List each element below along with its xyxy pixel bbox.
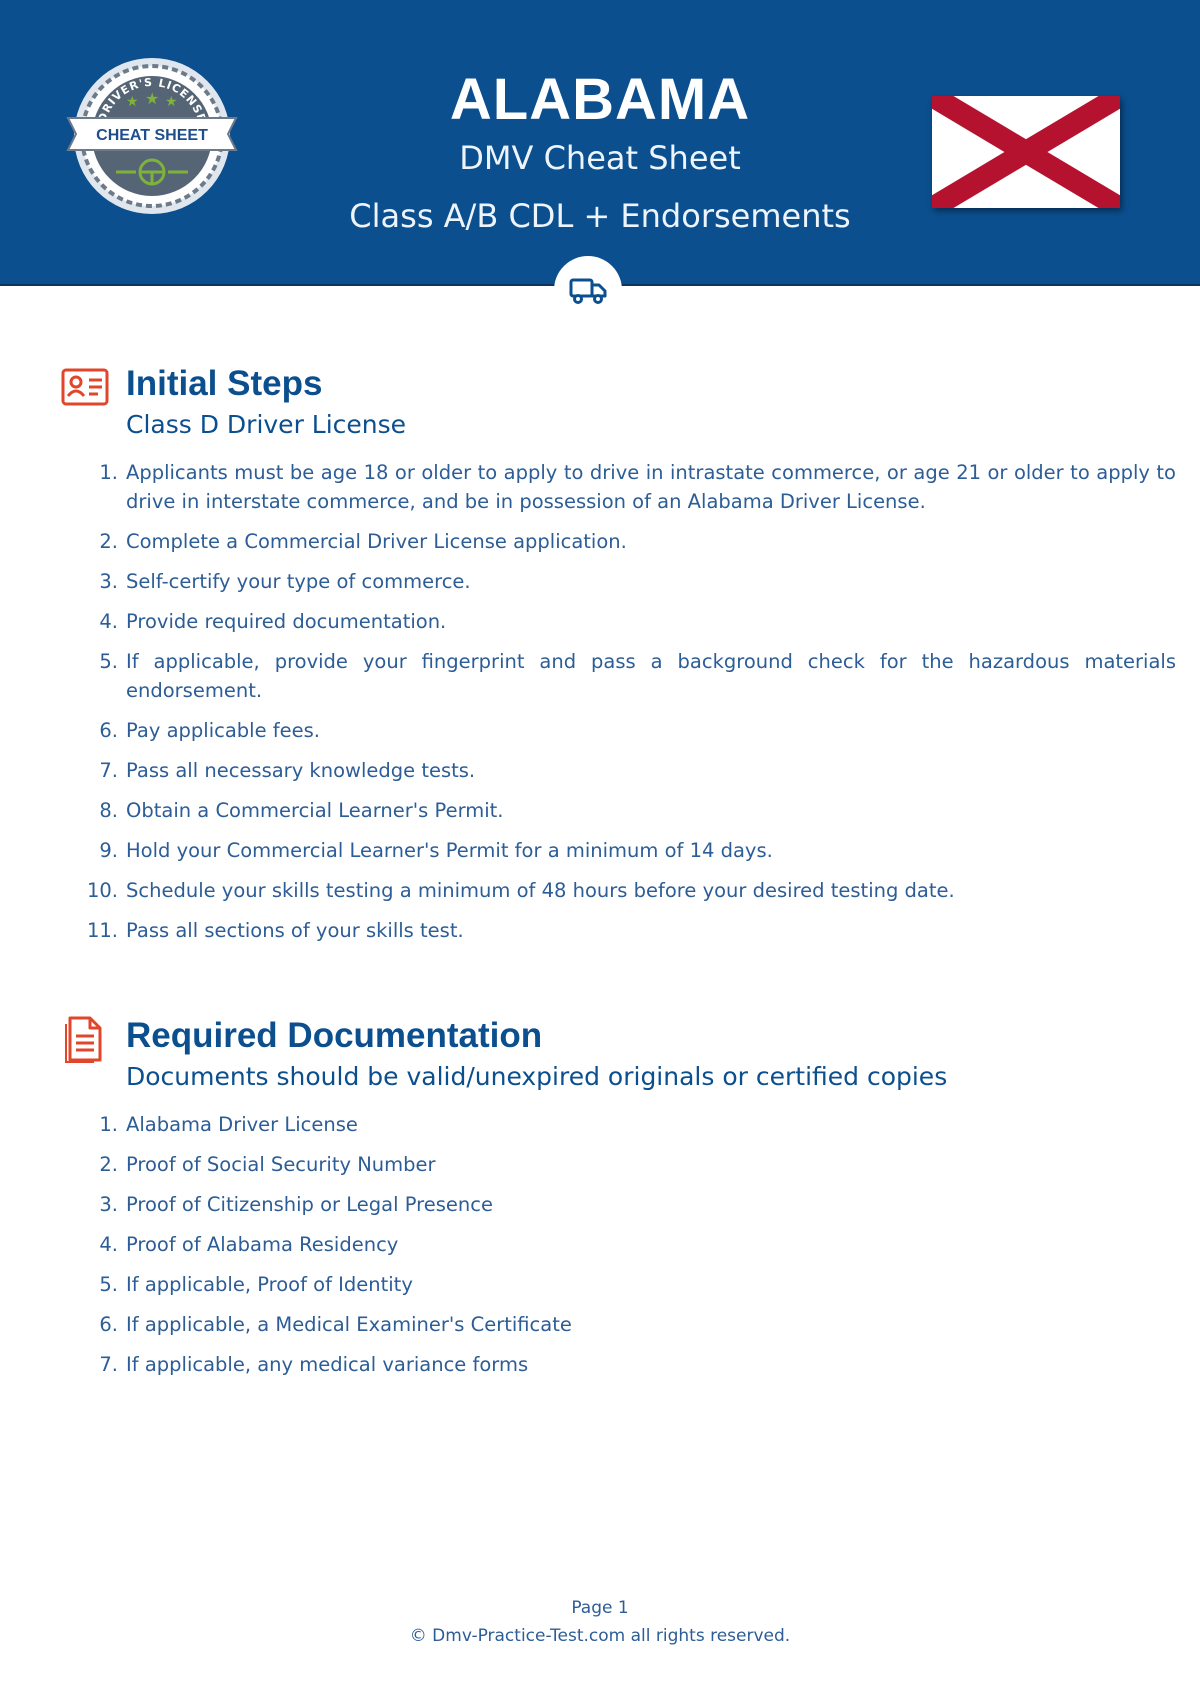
list-item: 5. If applicable, Proof of Identity <box>99 1273 413 1296</box>
list-item: 1. Alabama Driver License <box>99 1113 358 1136</box>
id-card-icon <box>60 362 110 412</box>
section-initial-steps <box>60 362 1176 942</box>
required-documents-list <box>99 1110 1176 1390</box>
header-banner <box>0 0 1200 286</box>
badge-ribbon-text: CHEAT SHEET <box>96 127 208 144</box>
alabama-flag-icon <box>932 96 1120 208</box>
cheat-sheet-subtitle: DMV Cheat Sheet <box>459 139 741 177</box>
list-item: 2. Complete a Commercial Driver License application. <box>99 530 627 553</box>
section-title: Initial Steps <box>126 364 323 403</box>
list-item: 2. Proof of Social Security Number <box>99 1153 436 1176</box>
list-item: 4. Proof of Alabama Residency <box>99 1233 399 1256</box>
svg-text:★: ★ <box>126 94 139 110</box>
license-class-subtitle: Class A/B CDL + Endorsements <box>349 197 851 235</box>
initial-steps-list <box>86 458 1176 956</box>
section-required-documentation <box>60 1014 1140 1414</box>
page-number: Page 1 <box>571 1598 629 1618</box>
section-title: Required Documentation <box>126 1016 543 1055</box>
list-item: 5. If applicable, provide your fingerprint and pass a background check for the hazardous materials endorsement. <box>99 650 1176 702</box>
svg-text:★: ★ <box>165 94 178 110</box>
truck-icon <box>568 274 608 306</box>
list-item: 1. Applicants must be age 18 or older to apply to drive in intrastate commerce, or age 21 or older to apply to drive in interstate commerce, and be in possession of an Alabama Driver License. <box>99 461 1176 513</box>
list-item: 7. If applicable, any medical variance forms <box>99 1353 529 1376</box>
list-item: 9. Hold your Commercial Learner's Permit for a minimum of 14 days. <box>99 839 773 862</box>
list-item: 4. Provide required documentation. <box>99 610 447 633</box>
section-subtitle: Documents should be valid/unexpired originals or certified copies <box>126 1062 948 1091</box>
cheat-sheet-badge-icon <box>64 56 240 216</box>
copyright-notice: © Dmv-Practice-Test.com all rights reserved. <box>409 1626 791 1646</box>
section-subtitle: Class D Driver License <box>126 410 407 439</box>
state-title: ALABAMA <box>449 67 751 132</box>
badge-arc-text: RIVER'S LICENS <box>99 75 206 117</box>
list-item: 3. Proof of Citizenship or Legal Presence <box>99 1193 493 1216</box>
header-titles <box>250 64 950 238</box>
list-item: 6. If applicable, a Medical Examiner's Certificate <box>99 1313 572 1336</box>
list-item: 7. Pass all necessary knowledge tests. <box>99 759 476 782</box>
list-item: 11. Pass all sections of your skills test. <box>86 919 464 942</box>
document-icon <box>60 1014 110 1064</box>
truck-badge <box>554 256 622 324</box>
list-item: 8. Obtain a Commercial Learner's Permit. <box>99 799 504 822</box>
svg-text:★: ★ <box>145 89 160 108</box>
list-item: 3. Self-certify your type of commerce. <box>99 570 471 593</box>
list-item: 6. Pay applicable fees. <box>99 719 320 742</box>
list-item: 10. Schedule your skills testing a minimum of 48 hours before your desired testing date. <box>86 879 955 902</box>
